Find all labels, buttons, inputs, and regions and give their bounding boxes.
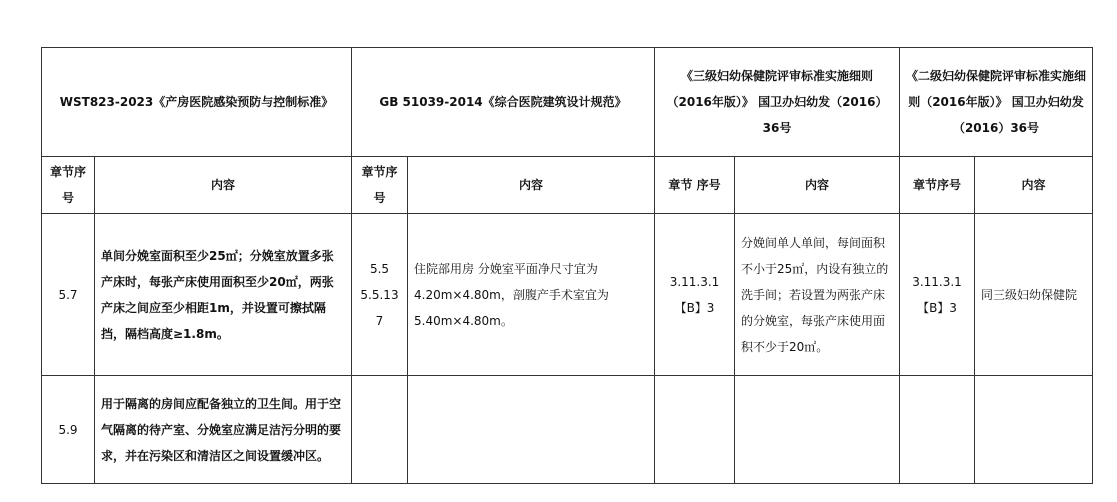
wst-content: 用于隔离的房间应配备独立的卫生间。用于空气隔离的待产室、分娩室应满足洁污分明的要求，并在污染区和清洁区之间设置缓冲区。 <box>95 376 352 484</box>
section-no-header: 章节序号 <box>900 157 975 214</box>
table-row <box>42 214 1093 376</box>
column-header-row <box>42 157 1093 214</box>
content-header: 内容 <box>975 157 1093 214</box>
section-no-header: 章节 序号 <box>655 157 735 214</box>
gb-section-no: 5.5 5.5.13 7 <box>352 214 408 376</box>
level2-content: 同三级妇幼保健院 <box>975 214 1093 376</box>
level3-section-no: 3.11.3.1 【B】3 <box>655 214 735 376</box>
gb-content: 住院部用房 分娩室平面净尺寸宜为4.20m×4.80m，剖腹产手术室宜为5.40m×4.80m。 <box>408 214 655 376</box>
level3-content <box>735 376 900 484</box>
level2-section-no <box>900 376 975 484</box>
level3-standard-title: 《三级妇幼保健院评审标准实施细则（2016年版）》 国卫办妇幼发（2016）36号 <box>655 48 900 157</box>
content-header: 内容 <box>408 157 655 214</box>
wst-content: 单间分娩室面积至少25㎡；分娩室放置多张产床时，每张产床使用面积至少20㎡，两张产床之间应至少相距1m，并设置可擦拭隔挡，隔档高度≥1.8m。 <box>95 214 352 376</box>
level3-content: 分娩间单人单间，每间面积不小于25㎡，内设有独立的洗手间；若设置为两张产床的分娩室，每张产床使用面积不少于20㎡。 <box>735 214 900 376</box>
content-header: 内容 <box>735 157 900 214</box>
section-no-header: 章节序号 <box>352 157 408 214</box>
wst-section-no: 5.9 <box>42 376 95 484</box>
level2-content <box>975 376 1093 484</box>
gb-section-no <box>352 376 408 484</box>
standards-comparison-table <box>41 47 1093 484</box>
wst-section-no: 5.7 <box>42 214 95 376</box>
gb-content <box>408 376 655 484</box>
gb-standard-title: GB 51039-2014《综合医院建筑设计规范》 <box>352 48 655 157</box>
wst-standard-title: WST823-2023《产房医院感染预防与控制标准》 <box>42 48 352 157</box>
level2-standard-title: 《二级妇幼保健院评审标准实施细则（2016年版）》 国卫办妇幼发（2016）36号 <box>900 48 1093 157</box>
level3-section-no <box>655 376 735 484</box>
section-no-header: 章节序号 <box>42 157 95 214</box>
table-row <box>42 376 1093 484</box>
level2-section-no: 3.11.3.1 【B】3 <box>900 214 975 376</box>
content-header: 内容 <box>95 157 352 214</box>
title-row <box>42 48 1093 157</box>
